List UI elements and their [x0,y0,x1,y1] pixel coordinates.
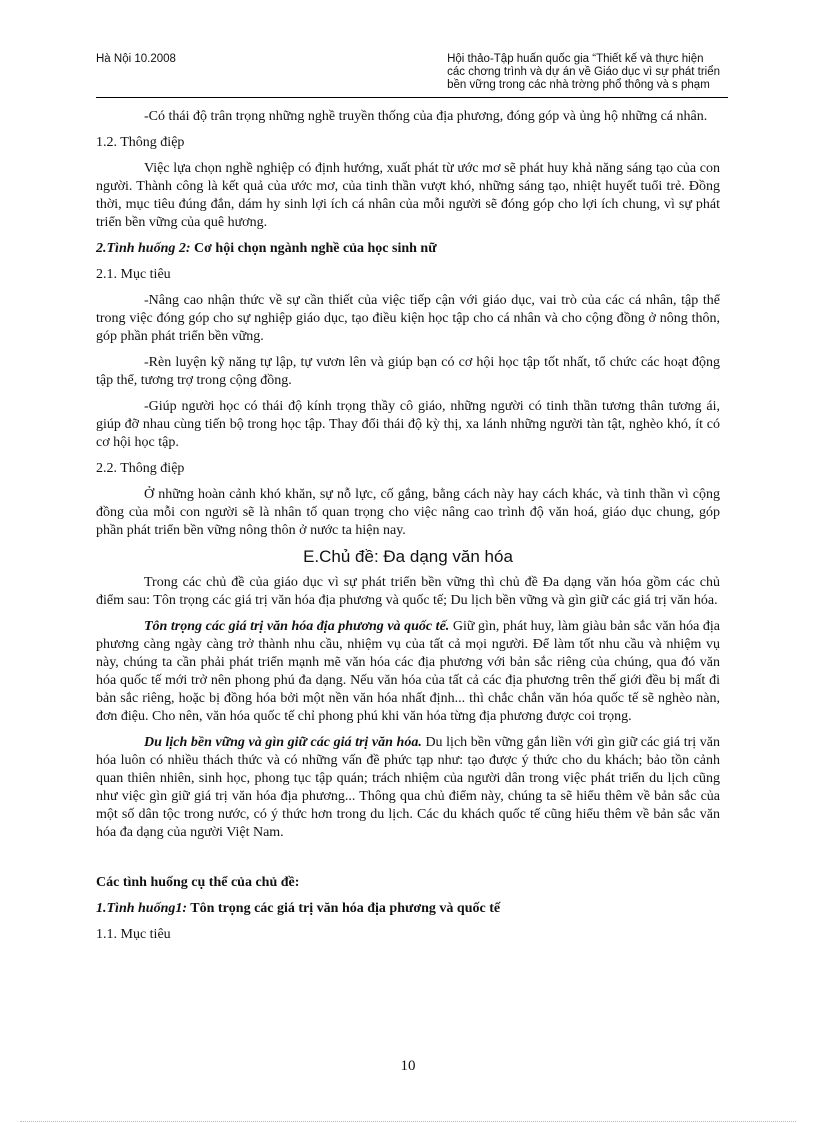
situation-2-heading [96,240,720,258]
section-heading-2-2: 2.2. Thông điệp [96,461,185,476]
situation-2-label: 2.Tình huống 2: [96,241,191,256]
situation-2-title: Cơ hội chọn ngành nghề của học sinh nữ [190,241,437,256]
respect-values-lead: Tôn trọng các giá trị văn hóa địa phương và quốc tế. [144,619,450,634]
page-number: 10 [400,1058,416,1074]
header-conference-title [447,53,720,92]
topic-heading: E.Chủ đề: Đa dạng văn hóa [303,547,513,566]
cases-heading: Các tình huống cụ thể của chủ đề: [96,875,300,890]
section-heading-1-2: 1.2. Thông điệp [96,135,185,150]
paragraph-topic-intro: Trong các chủ đề của giáo dục vì sự phát triển bền vững thì chủ đề Đa dạng văn hóa gồm các chủ điểm sau: Tôn trọng các giá trị văn hóa địa phương và quốc tế; Du lịch bền vững và gìn giữ các giá trị văn hóa. [96,575,720,608]
header-line-3: bền vững trong các nhà trờng phổ thông và s phạm [447,79,710,91]
page-body [96,108,720,952]
paragraph-respect-values [96,618,720,726]
paragraph-message-2: Ở những hoàn cảnh khó khăn, sự nỗ lực, cố gắng, bằng cách này hay cách khác, và tinh thần vì cộng đồng của mỗi con người sẽ là nhân tố quan trọng cho việc nâng cao trình độ văn hoá, giáo dục chung, góp phần phát triển bền vững nông thôn ở nước ta hiện nay. [96,487,720,538]
page-bottom-border [20,1121,796,1122]
paragraph-sustainable-tourism [96,734,720,842]
situation-1-title: Tôn trọng các giá trị văn hóa địa phương và quốc tế [187,901,501,916]
header-line-1: Hội thảo-Tập huấn quốc gia “Thiết kế và thực hiện [447,53,704,65]
paragraph-objective-3: -Giúp người học có thái độ kính trọng thầy cô giáo, những người có tinh thần tương thân tương ái, giúp đỡ nhau cùng tiến bộ trong học tập. Thay đổi thái độ kỳ thị, xa lánh những người tàn tật, nghèo khó, ít có cơ hội học tập. [96,399,720,450]
page-header [96,53,728,98]
paragraph-objective-2: -Rèn luyện kỹ năng tự lập, tự vươn lên và giúp bạn có cơ hội học tập tốt nhất, tổ chức các hoạt động tập thể, tương trợ trong cộng đồng. [96,355,720,388]
paragraph-attitude: -Có thái độ trân trọng những nghề truyền thống của địa phương, đóng góp và ủng hộ những cá nhân. [144,109,708,124]
situation-1-heading [96,900,720,918]
respect-values-text: Giữ gìn, phát huy, làm giàu bản sắc văn hóa địa phương càng ngày càng trở thành nhu cầu, nhiệm vụ của tất cả mọi người. Để làm tốt nhu cầu và nhiệm vụ này, chúng ta cần phải phát triển mạnh mẽ văn hóa các địa phương với bản sắc riêng của chúng, qua đó văn hóa quốc tế mới trở nên phong phú đa dạng. Nếu văn hóa của tất cả các địa phương trên thế giới đều bị mất đi bản sắc riêng, hoặc bị đồng hóa bởi một nền văn hóa nhất định... thì chắc chắn văn hóa quốc tế sẽ nghèo nàn, đơn điệu. Cho nên, văn hóa quốc tế chỉ phong phú khi văn hóa từng địa phương được coi trọng. [96,619,720,724]
header-date: Hà Nội 10.2008 [96,53,176,65]
header-line-2: các chơng trình và dự án về Giáo dục vì sự phát triển [447,66,720,78]
paragraph-message-1: Việc lựa chọn nghề nghiệp có định hướng, xuất phát từ ước mơ sẽ phát huy khả năng sáng tạo của con người. Thành công là kết quả của ước mơ, của tinh thần vượt khó, những sáng tạo, nhiệt huyết tuổi trẻ. Đồng thời, mục tiêu đúng đắn, dám hy sinh lợi ích cá nhân của mỗi người sẽ đóng góp cho lợi ích chung, vì sự phát triển bền vững của quê hương. [96,161,720,230]
section-heading-1-1: 1.1. Mục tiêu [96,927,171,942]
section-heading-2-1: 2.1. Mục tiêu [96,267,171,282]
sustainable-tourism-text: Du lịch bền vững gắn liền với gìn giữ các giá trị văn hóa luôn có nhiều thách thức và có những vấn đề phức tạp như: tạo được ý thức cho du khách; bảo tồn cảnh quan thiên nhiên, sinh học, phong tục tập quán; trách nhiệm của người dân trong việc phát triển du lịch cũng như việc gìn giữ giá trị văn hóa địa phương... Thông qua chủ điểm này, chúng ta sẽ hiểu thêm về bản sắc của một số dân tộc trong nước, có ý thức hơn trong du lịch. Các du khách quốc tế cũng hiểu thêm về bản sắc văn hóa đa dạng của người Việt Nam. [96,735,720,840]
sustainable-tourism-lead: Du lịch bền vững và gìn giữ các giá trị văn hóa. [144,735,422,750]
paragraph-objective-1: -Nâng cao nhận thức về sự cần thiết của việc tiếp cận với giáo dục, vai trò của các cá nhân, tập thể trong việc đóng góp cho sự nghiệp giáo dục, tạo điều kiện học tập cho cá nhân và cho cộng đồng ở nông thôn, góp phần phát triển bền vững. [96,293,720,344]
situation-1-label: 1.Tình huống1: [96,901,188,916]
